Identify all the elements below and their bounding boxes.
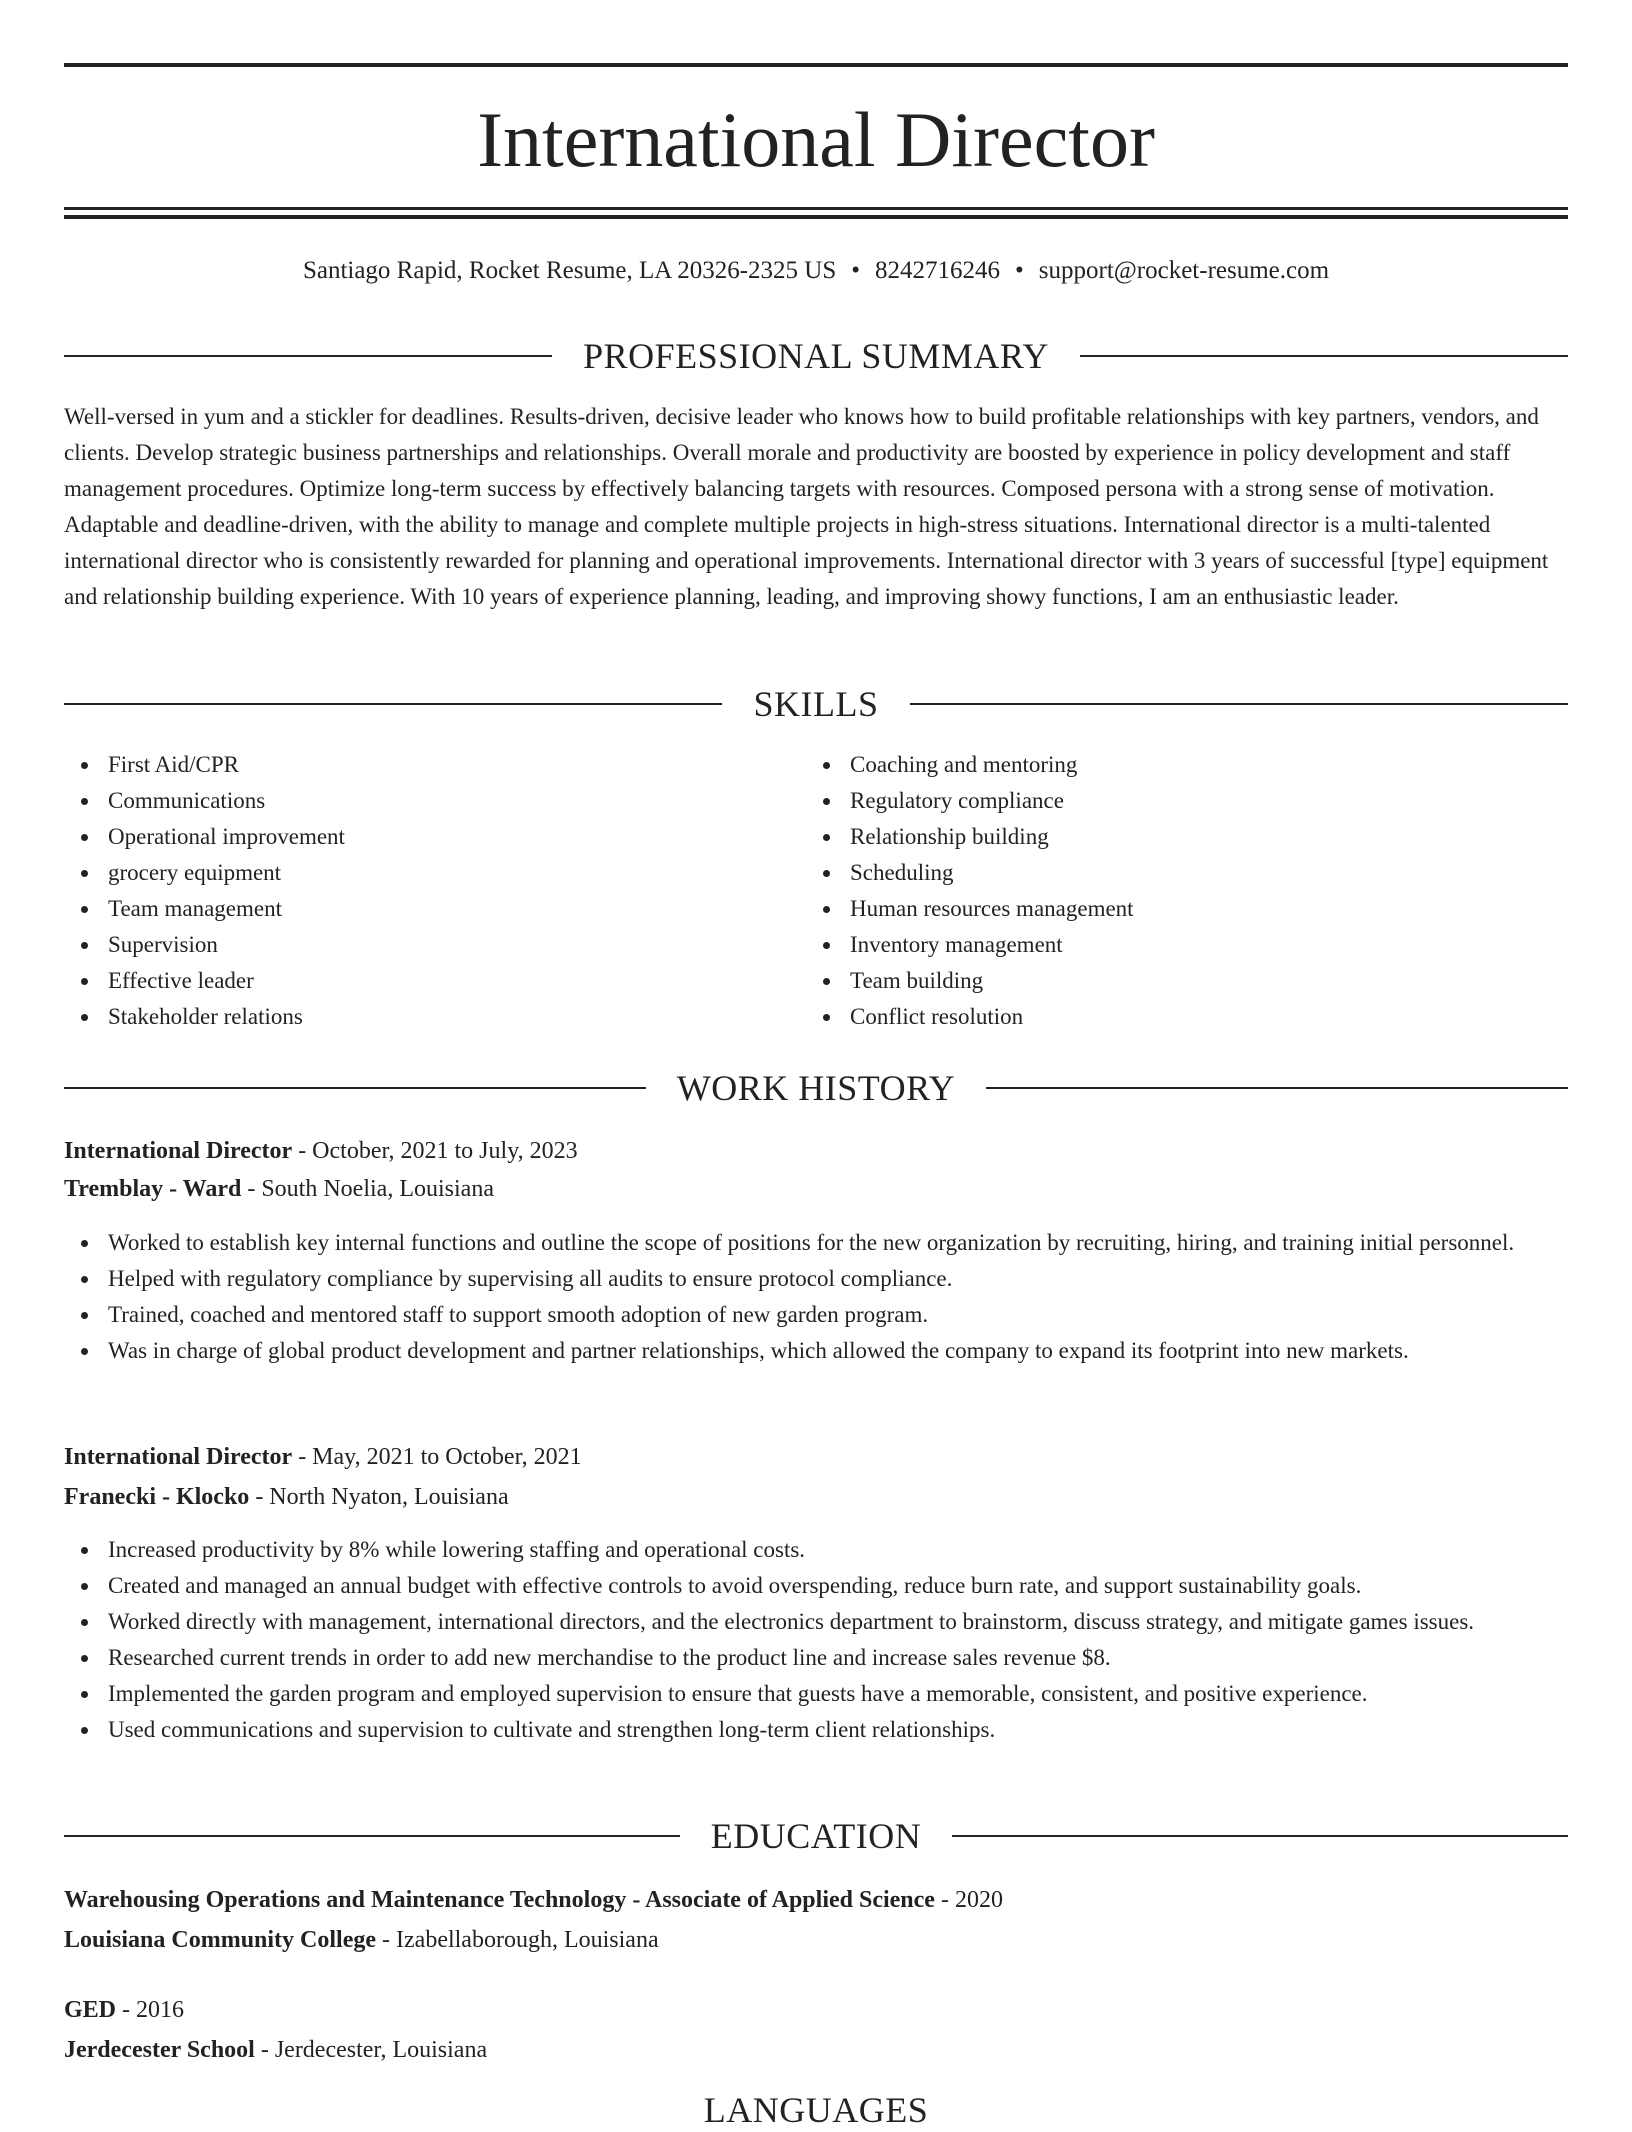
contact-separator: • xyxy=(1015,257,1024,284)
list-item: grocery equipment xyxy=(108,855,808,891)
education-degree-line xyxy=(64,1881,1568,1919)
list-item: First Aid/CPR xyxy=(108,747,808,783)
list-item: Helped with regulatory compliance by supervising all audits to ensure protocol compliance. xyxy=(108,1261,1568,1297)
page-title: International Director xyxy=(477,96,1155,183)
job-title: International Director xyxy=(64,1138,293,1164)
list-item: Communications xyxy=(108,783,808,819)
list-item: Conflict resolution xyxy=(850,999,1570,1035)
title-rule-upper xyxy=(64,207,1568,210)
list-item: Inventory management xyxy=(850,927,1570,963)
list-item: Created and managed an annual budget with effective controls to avoid overspending, reduce burn rate, and support sustainability goals. xyxy=(108,1568,1568,1604)
section-title: EDUCATION xyxy=(64,1814,1568,1858)
job-dates: - October, 2021 to July, 2023 xyxy=(292,1138,578,1164)
job-company: Franecki - Klocko xyxy=(64,1484,250,1510)
list-item: Worked to establish key internal functions and outline the scope of positions for the new organization by recruiting, hiring, and training initial personnel. xyxy=(108,1225,1568,1261)
summary-text: Well-versed in yum and a stickler for deadlines. Results-driven, decisive leader who knows how to build profitable relationships with key partners, vendors, and clients. Develop strategic business partnerships and relationships. Overall morale and productivity are boosted by experience in policy development and staff management procedures. Optimize long-term success by effectively balancing targets with resources. Composed persona with a strong sense of motivation. Adaptable and deadline-driven, with the ability to manage and complete multiple projects in high-stress situations. International director is a multi-talented international director who is consistently rewarded for planning and operational improvements. International director with 3 years of successful [type] equipment and relationship building experience. With 10 years of experience planning, leading, and improving showy functions, I am an enthusiastic leader. xyxy=(64,404,1549,609)
list-item: Effective leader xyxy=(108,963,808,999)
list-item: Coaching and mentoring xyxy=(850,747,1570,783)
title-rule-lower xyxy=(64,215,1568,219)
skills-list-right xyxy=(806,747,1570,1035)
education-degree: Warehousing Operations and Maintenance Technology - Associate of Applied Science xyxy=(64,1887,935,1913)
list-item: Researched current trends in order to add new merchandise to the product line and increase sales revenue $8. xyxy=(108,1640,1568,1676)
education-school: Jerdecester School xyxy=(64,2037,255,2063)
job-company-line xyxy=(64,1170,1568,1208)
contact-phone: 8242716246 xyxy=(875,257,1000,284)
list-item: Increased productivity by 8% while lowering staffing and operational costs. xyxy=(108,1532,1568,1568)
job-title-line xyxy=(64,1132,1568,1170)
list-item: Supervision xyxy=(108,927,808,963)
education-location: - Izabellaborough, Louisiana xyxy=(376,1927,659,1953)
list-item: Worked directly with management, international directors, and the electronics department to brainstorm, discuss strategy, and mitigate games issues. xyxy=(108,1604,1568,1640)
list-item: Used communications and supervision to cultivate and strengthen long-term client relationships. xyxy=(108,1712,1568,1748)
education-year: - 2016 xyxy=(116,1997,185,2023)
education-degree-line xyxy=(64,1991,1568,2029)
list-item: Regulatory compliance xyxy=(850,783,1570,819)
list-item: Human resources management xyxy=(850,891,1570,927)
top-rule xyxy=(64,63,1568,67)
education-school: Louisiana Community College xyxy=(64,1927,377,1953)
section-heading-skills xyxy=(64,682,1568,726)
section-title: LANGUAGES xyxy=(64,2088,1568,2132)
list-item: Stakeholder relations xyxy=(108,999,808,1035)
job-company: Tremblay - Ward xyxy=(64,1176,242,1202)
list-item: Team building xyxy=(850,963,1570,999)
section-heading-education xyxy=(64,1814,1568,1858)
skills-list-left xyxy=(64,747,808,1035)
job-title-line xyxy=(64,1438,1568,1476)
education-school-line xyxy=(64,2031,1568,2069)
contact-email: support@rocket-resume.com xyxy=(1038,257,1330,284)
section-heading-summary xyxy=(64,334,1568,378)
education-year: - 2020 xyxy=(934,1887,1003,1913)
job-dates: - May, 2021 to October, 2021 xyxy=(292,1444,582,1470)
list-item: Trained, coached and mentored staff to support smooth adoption of new garden program. xyxy=(108,1297,1568,1333)
list-item: Team management xyxy=(108,891,808,927)
job-location: - North Nyaton, Louisiana xyxy=(249,1484,509,1510)
contact-address: Santiago Rapid, Rocket Resume, LA 20326-2325 US xyxy=(302,257,837,284)
job-location: - South Noelia, Louisiana xyxy=(241,1176,494,1202)
section-heading-languages xyxy=(64,2088,1568,2132)
education-school-line xyxy=(64,1921,1568,1959)
job-company-line xyxy=(64,1478,1568,1516)
section-title: SKILLS xyxy=(64,682,1568,726)
job-bullets xyxy=(64,1532,1568,1748)
list-item: Was in charge of global product development and partner relationships, which allowed the company to expand its footprint into new markets. xyxy=(108,1333,1568,1369)
section-heading-work xyxy=(64,1066,1568,1110)
education-location: - Jerdecester, Louisiana xyxy=(254,2037,488,2063)
list-item: Operational improvement xyxy=(108,819,808,855)
list-item: Implemented the garden program and employed supervision to ensure that guests have a memorable, consistent, and positive experience. xyxy=(108,1676,1568,1712)
job-title: International Director xyxy=(64,1444,293,1470)
contact-line xyxy=(64,254,1568,288)
education-degree: GED xyxy=(64,1997,117,2023)
list-item: Scheduling xyxy=(850,855,1570,891)
section-title: WORK HISTORY xyxy=(64,1066,1568,1110)
job-bullets xyxy=(64,1225,1568,1369)
contact-separator: • xyxy=(851,257,860,284)
list-item: Relationship building xyxy=(850,819,1570,855)
section-title: PROFESSIONAL SUMMARY xyxy=(64,334,1568,378)
